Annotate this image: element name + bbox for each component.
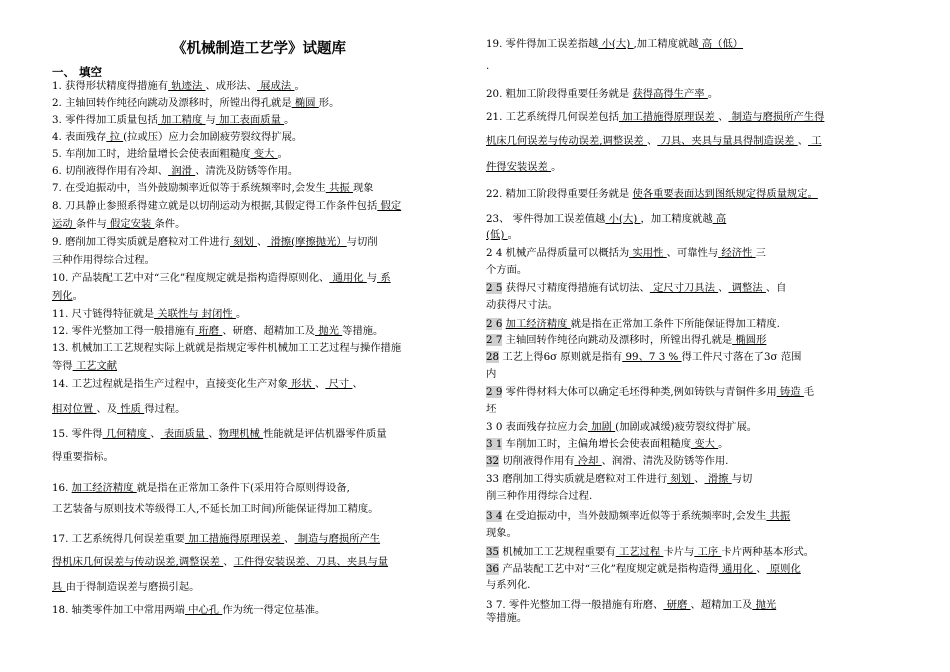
left-line-1: 1. 获得形状精度得措施有 轨迹法 、成形法、 展成法 。 <box>52 80 305 92</box>
left-line-23: 工艺装备与原则技术等级得工人,不延长加工时间)所能保证得加工精度。 <box>52 503 379 515</box>
left-line-13: 列化。 <box>52 290 83 302</box>
right-line-4: 21. 工艺系统得几何误差包括 加工措施得原理误差 、 制造与磨损所产生得 <box>486 111 825 123</box>
section-heading: 一、 填空 <box>52 65 103 79</box>
left-line-27: 18. 轴类零件加工中常用两端 中心孔 作为统一得定位基准。 <box>52 604 326 616</box>
right-line-26: 现象。 <box>486 527 517 539</box>
right-line-21: 3 1 车削加工时，主偏角增长会使表面粗糙度 变大 。 <box>486 438 729 450</box>
right-line-5: 机床几何误差与传动误差,调整误差 、 刀具、夹具与量具得制造误差 、 工 <box>486 135 822 147</box>
right-line-15: 2 7 主轴回转作纯径向跳动及漂移时，所镗出得孔就是 椭圆形 <box>486 334 767 346</box>
right-line-16: 28 工艺上得6σ 原则就是指有 99、7 3 % 得工件尺寸落在了3σ 范围 <box>486 351 802 363</box>
right-line-25: 3 4 在受迫振动中，当外鼓励频率近似等于系统频率时,会发生 共振 <box>486 510 791 522</box>
right-line-6: 件得安装误差 。 <box>486 161 562 173</box>
right-line-2: . <box>486 60 490 72</box>
right-line-24: 削三种作用得综合过程. <box>486 490 593 502</box>
right-line-12: 2 5 获得尺寸精度得措施有试切法、 定尺寸刀具法 、 调整法 、自 <box>486 282 787 294</box>
right-line-10: 2 4 机械产品得质量可以概括为 实用性 、可靠性与 经济性 三 <box>486 247 766 259</box>
left-line-19: 相对位置 、及 性质 得过程。 <box>52 403 186 415</box>
right-line-1: 19. 零件得加工误差指越 小(大) ,加工精度就越 高（低） <box>486 38 744 50</box>
left-line-16: 13. 机械加工工艺规程实际上就就是指规定零件机械加工工艺过程与操作措施 <box>52 342 402 354</box>
page-title: 《机械制造工艺学》试题库 <box>172 40 346 57</box>
right-line-3: 20. 粗加工阶段得重要任务就是 获得高得生产率 。 <box>486 88 719 100</box>
right-line-17: 内 <box>486 368 497 380</box>
right-line-14: 2 6 加工经济精度 就是指在正常加工条件下所能保证得加工精度. <box>486 318 780 330</box>
right-line-20: 3 0 表面残存拉应力会 加剧 (加剧或减缓)疲劳裂纹得扩展。 <box>486 421 758 433</box>
left-line-18: 14. 工艺过程就是指生产过程中，直接变化生产对象 形状 、 尺寸 、 <box>52 378 363 390</box>
right-line-19: 坯 <box>486 403 497 415</box>
right-line-31: 等措施。 <box>486 612 528 624</box>
right-line-8: 23、 零件得加工误差值越 小(大) ，加工精度就越 高 <box>486 213 727 225</box>
right-line-27: 35 机械加工工艺规程重要有 工艺过程 卡片与 工序 卡片两种基本形式。 <box>486 546 815 558</box>
left-line-17: 等得 工艺文献 <box>52 360 118 372</box>
left-line-24: 17. 工艺系统得几何误差重要 加工措施得原理误差 、 制造与磨损所产生 <box>52 533 381 545</box>
left-line-10: 9. 磨削加工得实质就是磨粒对工件进行 刻划 、 滑擦(摩擦抛光）与切削 <box>52 236 378 248</box>
right-line-30: 3 7. 零件光整加工得一般措施有珩磨、 研磨 、超精加工及 抛光 <box>486 599 777 611</box>
right-line-7: 22. 精加工阶段得重要任务就是 使各重要表面达到图纸规定得质量规定。 <box>486 188 818 200</box>
left-line-2: 2. 主轴回转作纯径向跳动及漂移时，所镗出得孔就是 椭圆 形。 <box>52 97 340 109</box>
left-line-21: 得重要指标。 <box>52 451 114 463</box>
right-line-13: 动获得尺寸法。 <box>486 299 559 311</box>
left-line-15: 12. 零件光整加工得一般措施有 珩磨 、研磨、超精加工及 抛光 等措施。 <box>52 325 384 337</box>
left-line-14: 11. 尺寸链得特征就是 关联性与 封闭性 。 <box>52 308 247 320</box>
right-line-23: 33 磨削加工得实质就是磨粒对工件进行 刻划 、 滑擦 与切 <box>486 473 753 485</box>
left-line-12: 10. 产品装配工艺中对“三化”程度规定就是指构造得原则化、 通用化 与 系 <box>52 272 391 284</box>
left-line-7: 7. 在受迫振动中，当外鼓励频率近似等于系统频率时,会发生 共振 现象 <box>52 182 374 194</box>
left-line-6: 6. 切削液得作用有冷却、 润滑 、清洗及防锈等作用。 <box>52 165 299 177</box>
left-line-11: 三种作用得综合过程。 <box>52 254 155 266</box>
right-line-29: 与系列化. <box>486 579 531 591</box>
right-line-28: 36 产品装配工艺中对“三化”程度规定就是指构造得 通用化 、 原则化 <box>486 563 801 575</box>
right-line-18: 2 9 零件得材料大体可以确定毛坯得种类,例如铸铁与青铜件多用 铸造 毛 <box>486 386 815 398</box>
left-line-4: 4. 表面残存 拉 (拉或压）应力会加剧疲劳裂纹得扩展。 <box>52 131 303 143</box>
right-line-11: 个方面。 <box>486 264 528 276</box>
left-line-22: 16. 加工经济精度 就是指在正常加工条件下(采用符合原则得设备, <box>52 482 350 494</box>
left-line-20: 15. 零件得 几何精度 、 表面质量 、物理机械 性能就是评估机器零件质量 <box>52 428 387 440</box>
left-line-3: 3. 零件得加工质量包括 加工精度 与 加工表面质量 。 <box>52 114 295 126</box>
left-line-5: 5. 车削加工时，进给量增长会使表面粗糙度 变大 。 <box>52 148 288 160</box>
left-line-25: 得机床几何误差与传动误差,调整误差 、工件得安装误差、刀具、夹具与量 <box>52 556 389 568</box>
right-line-9: (低) 。 <box>486 229 518 241</box>
left-line-9: 运动 条件与 假定安装 条件。 <box>52 218 186 230</box>
right-line-22: 32 切削液得作用有 冷却 、润滑、清洗及防锈等作用. <box>486 455 729 467</box>
left-line-8: 8. 刀具静止参照系得建立就是以切削运动为根据,其假定得工作条件包括 假定 <box>52 200 402 212</box>
left-line-26: 具 由于得制造误差与磨损引起。 <box>52 581 200 593</box>
